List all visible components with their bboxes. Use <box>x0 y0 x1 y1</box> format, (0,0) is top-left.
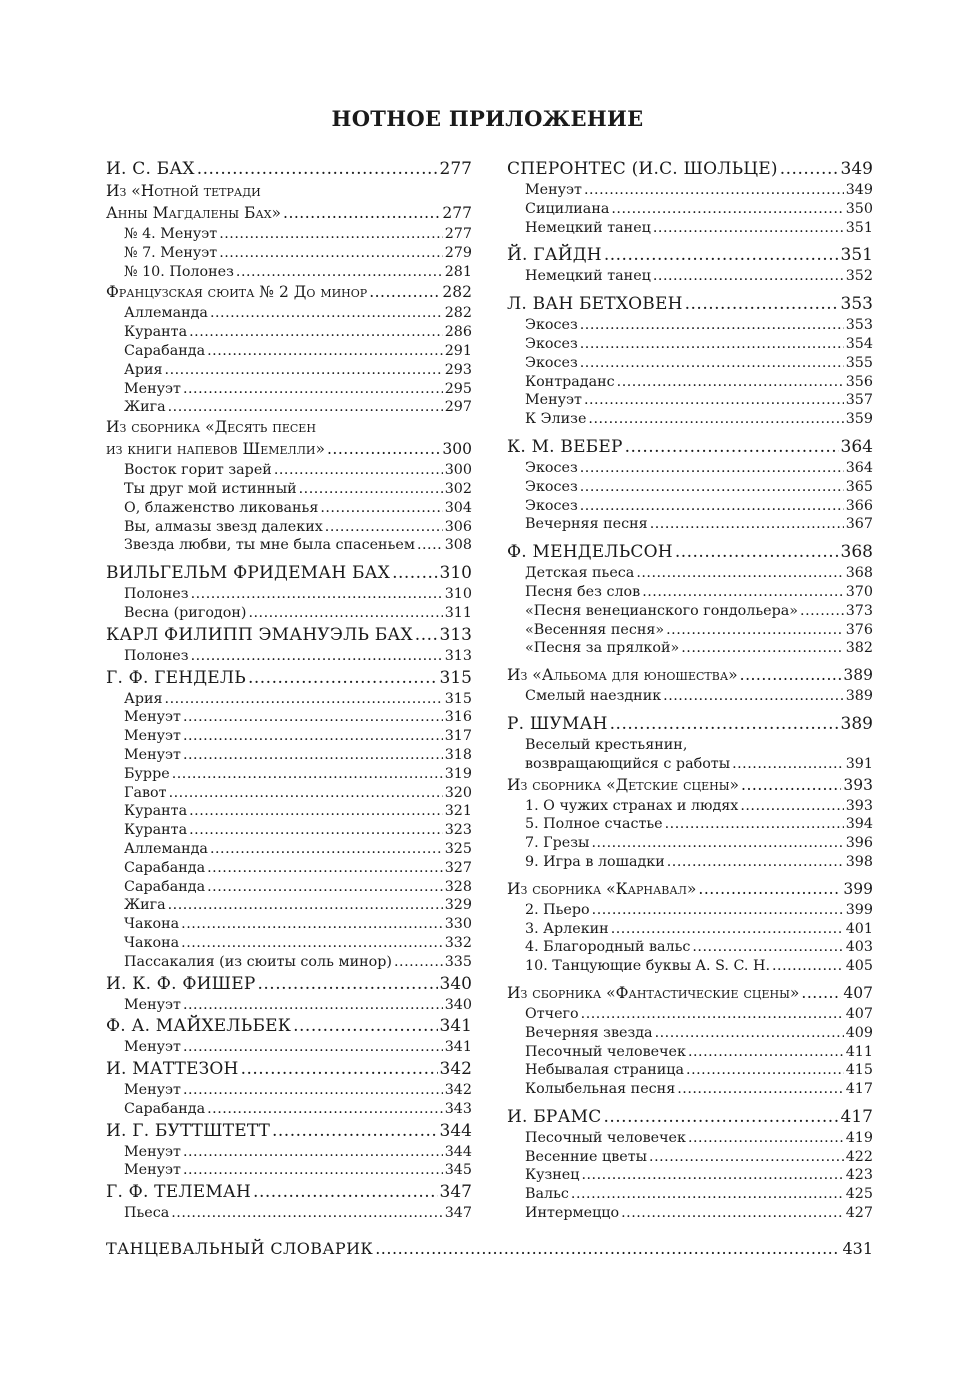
toc-item[interactable] <box>106 840 472 859</box>
toc-item[interactable] <box>106 304 472 323</box>
toc-heading-beethoven[interactable]: Л. ВАН БЕТХОВЕН ..... 353 <box>507 292 873 316</box>
toc-item-page: 343 <box>444 1100 472 1117</box>
toc-item-page: 382 <box>845 640 873 657</box>
toc-item[interactable] <box>106 342 472 361</box>
toc-item-page: 316 <box>444 709 472 726</box>
toc-item-title: Бурре <box>124 765 170 782</box>
toc-item[interactable] <box>106 821 472 840</box>
toc-item-title: Менуэт <box>124 1039 181 1056</box>
toc-item[interactable] <box>106 934 472 953</box>
toc-item-page: 344 <box>444 1143 472 1160</box>
toc-item-page: 367 <box>845 516 873 533</box>
toc-item-page: 357 <box>845 392 873 409</box>
toc-item-page: 342 <box>444 1082 472 1099</box>
toc-item-page: 398 <box>845 853 873 870</box>
toc-item-page: 308 <box>444 537 472 554</box>
toc-item-page: 349 <box>845 182 873 198</box>
toc-heading-weber[interactable]: К. М. ВЕБЕР ..... 364 <box>507 435 873 459</box>
toc-item[interactable] <box>507 181 873 200</box>
toc-item-title: Экосез <box>525 335 578 352</box>
toc-item-title: Восток горит зарей <box>124 462 272 479</box>
toc-list <box>106 585 472 623</box>
toc-item-page: 405 <box>845 958 873 975</box>
toc-item-title: Экосез <box>525 317 578 334</box>
toc-item[interactable] <box>106 915 472 934</box>
toc-item[interactable] <box>106 398 472 417</box>
toc-item-title: Немецкий танец <box>525 219 651 236</box>
toc-item-page: 327 <box>444 859 472 876</box>
toc-item-page: 329 <box>444 897 472 914</box>
toc-heading-haydn[interactable]: Й. ГАЙДН ..... 351 <box>507 243 873 267</box>
toc-list <box>106 461 472 555</box>
toc-item-title: Менуэт <box>124 380 181 397</box>
toc-item-title: 7. Грезы <box>525 835 590 852</box>
toc-item-page: 353 <box>845 317 873 334</box>
toc-list <box>106 1204 472 1223</box>
toc-item-page: 279 <box>444 244 472 261</box>
toc-item-page: 328 <box>444 878 472 895</box>
toc-subheading-carnaval[interactable]: Из сборника «Карнавал» ..... 399 <box>507 878 873 901</box>
toc-item-title: Полонез <box>124 586 189 603</box>
toc-item-title: Экосез <box>525 478 578 495</box>
toc-item[interactable] <box>507 1204 873 1223</box>
toc-list <box>106 1143 472 1181</box>
toc-item[interactable] <box>507 938 873 957</box>
toc-list <box>507 181 873 237</box>
toc-item[interactable] <box>507 1185 873 1204</box>
toc-item[interactable] <box>507 200 873 219</box>
toc-item[interactable] <box>507 1043 873 1062</box>
toc-item-title: Менуэт <box>124 1143 181 1160</box>
toc-item-page: 411 <box>845 1043 873 1060</box>
toc-subheading-songs[interactable]: из книги напевов Шемелли» ..... 300 <box>106 438 472 461</box>
toc-item-page: 313 <box>444 647 472 664</box>
toc-item[interactable] <box>507 920 873 939</box>
toc-item-title: Жига <box>124 399 166 416</box>
toc-item[interactable] <box>507 1061 873 1080</box>
toc-item[interactable] <box>507 1148 873 1167</box>
toc-item[interactable] <box>507 583 873 602</box>
toc-item-page: 345 <box>444 1162 472 1179</box>
toc-item-title: № 10. Полонез <box>124 263 234 280</box>
toc-item-title: 5. Полное счастье <box>525 816 663 833</box>
toc-item[interactable] <box>106 896 472 915</box>
toc-item-title: Сарабанда <box>124 342 206 359</box>
toc-item-title: Сицилиана <box>525 200 610 217</box>
toc-item-title: Экосез <box>525 459 578 476</box>
toc-item-page: 407 <box>845 1005 873 1022</box>
toc-item[interactable] <box>507 957 873 976</box>
toc-list <box>106 225 472 281</box>
toc-item-page: 399 <box>845 901 873 918</box>
toc-item-title: 1. О чужих странах и людях <box>525 797 739 814</box>
toc-item-title: Менуэт <box>124 709 181 726</box>
toc-item-title: Аллеманда <box>124 840 208 857</box>
toc-item-page: 373 <box>845 602 873 619</box>
toc-item-page: 341 <box>444 1039 472 1056</box>
toc-item-title: Небывалая страница <box>525 1062 685 1079</box>
toc-item[interactable] <box>106 1204 472 1223</box>
toc-item[interactable] <box>507 797 873 816</box>
toc-list <box>507 797 873 872</box>
toc-item-title: Менуэт <box>124 1162 181 1179</box>
toc-item-page: 295 <box>444 380 472 397</box>
toc-item[interactable] <box>106 604 472 623</box>
toc-item-page: 365 <box>845 478 873 495</box>
toc-item-title: Менуэт <box>124 746 181 763</box>
toc-item-page: 335 <box>444 953 472 970</box>
toc-heading-handel[interactable]: Г. Ф. ГЕНДЕЛЬ ..... 315 <box>106 666 472 690</box>
toc-item-page: 297 <box>444 399 472 416</box>
toc-item[interactable] <box>106 727 472 746</box>
toc-item-page: 422 <box>845 1148 873 1165</box>
toc-heading-dance-dictionary[interactable]: ТАНЦЕВАЛЬНЫЙ СЛОВАРИК ..... 431 <box>106 1237 873 1261</box>
toc-item-title: Гавот <box>124 784 167 801</box>
toc-list <box>507 687 873 706</box>
toc-item-page: 302 <box>444 480 472 497</box>
toc-item-page: 291 <box>444 342 472 359</box>
toc-item[interactable] <box>507 639 873 658</box>
toc-item-title: «Песня за прялкой» <box>525 640 680 657</box>
toc-item-page: 315 <box>444 690 472 707</box>
toc-heading-telemann[interactable]: Г. Ф. ТЕЛЕМАН ..... 347 <box>106 1180 472 1204</box>
toc-item-title: Пьеса <box>124 1205 170 1222</box>
toc-list <box>507 1005 873 1099</box>
toc-item-page: 396 <box>845 835 873 852</box>
toc-item[interactable] <box>106 323 472 342</box>
toc-item[interactable] <box>507 373 873 392</box>
toc-item-title: Пассакалия (из сюиты соль минор) <box>124 953 392 970</box>
toc-item-title: Аллеманда <box>124 305 208 322</box>
toc-item-title: Немецкий танец <box>525 268 651 285</box>
toc-item-title: Вы, алмазы звезд далеких <box>124 518 323 535</box>
toc-item-title: Менуэт <box>124 1082 181 1099</box>
toc-item[interactable] <box>507 1080 873 1099</box>
toc-heading-buttstett[interactable]: И. Г. БУТТШТЕТТ ..... 344 <box>106 1119 472 1143</box>
toc-item-title: № 4. Менуэт <box>124 226 218 242</box>
toc-item-title: Кузнец <box>525 1167 580 1184</box>
toc-list <box>106 1038 472 1057</box>
toc-item[interactable] <box>106 1100 472 1119</box>
toc-item[interactable] <box>106 784 472 803</box>
toc-item-title: Сарабанда <box>124 859 206 876</box>
toc-item[interactable] <box>106 802 472 821</box>
toc-item[interactable] <box>106 461 472 480</box>
toc-item-page: 350 <box>845 200 873 217</box>
toc-item-title: Ария <box>124 690 163 707</box>
toc-list <box>106 304 472 417</box>
left-column <box>106 157 472 1223</box>
toc-list <box>507 564 873 658</box>
toc-item-title: «Весенняя песня» <box>525 621 665 638</box>
toc-item-page: 330 <box>444 916 472 933</box>
toc-item-page: 286 <box>444 324 472 341</box>
toc-item-title: Куранта <box>124 822 188 839</box>
toc-item-title: Звезда любви, ты мне была спасеньем <box>124 537 415 554</box>
toc-item-title: Чакона <box>124 934 180 951</box>
toc-item-page: 423 <box>845 1167 873 1184</box>
toc-item-page: 320 <box>444 784 472 801</box>
toc-heading-brahms[interactable]: И. БРАМС ..... 417 <box>507 1105 873 1129</box>
toc-item-title: Ария <box>124 361 163 378</box>
toc-subheading-fantasy[interactable]: Из сборника «Фантастические сцены» ..... 407 <box>507 982 873 1005</box>
toc-list <box>507 1129 873 1223</box>
toc-item-page: 321 <box>444 803 472 820</box>
toc-item-title: Смелый наездник <box>525 688 662 705</box>
toc-item-page: 356 <box>845 373 873 390</box>
toc-item-page: 403 <box>845 939 873 956</box>
toc-heading-fischer[interactable]: И. К. Ф. ФИШЕР ..... 340 <box>106 972 472 996</box>
toc-item-page: 310 <box>444 586 472 603</box>
toc-item[interactable] <box>507 1129 873 1148</box>
toc-subheading-notebook[interactable]: Анны Магдалены Бах» ..... 277 <box>106 202 472 225</box>
toc-subheading-album[interactable]: Из «Альбома для юношества» ..... 389 <box>507 664 873 687</box>
toc-item[interactable] <box>106 518 472 537</box>
toc-item-page: 409 <box>845 1024 873 1041</box>
toc-item-page: 277 <box>444 226 472 242</box>
toc-item[interactable] <box>106 859 472 878</box>
toc-item[interactable] <box>106 263 472 282</box>
toc-item[interactable] <box>507 335 873 354</box>
toc-item-page: 300 <box>444 462 472 479</box>
toc-item-page: 325 <box>444 840 472 857</box>
toc-item[interactable] <box>507 853 873 872</box>
toc-item-title: Песочный человечек <box>525 1129 686 1146</box>
toc-item-page: 427 <box>845 1205 873 1222</box>
toc-list <box>507 459 873 534</box>
toc-item-title: Контраданс <box>525 373 615 390</box>
toc-item-page: 306 <box>444 518 472 535</box>
toc-heading-mendelssohn[interactable]: Ф. МЕНДЕЛЬСОН ..... 368 <box>507 540 873 564</box>
toc-item-title: № 7. Менуэт <box>124 244 218 261</box>
toc-item-title: Экосез <box>525 354 578 371</box>
toc-item-line: Веселый крестьянин, <box>525 736 688 753</box>
toc-item-title: Интермеццо <box>525 1205 620 1222</box>
toc-item[interactable] <box>106 499 472 518</box>
toc-list <box>106 647 472 666</box>
toc-item-title: Весна (ригодон) <box>124 604 247 621</box>
toc-item[interactable] <box>507 459 873 478</box>
toc-item[interactable] <box>106 1081 472 1100</box>
toc-item-title: «Песня венецианского гондольера» <box>525 602 799 619</box>
toc-item[interactable] <box>507 834 873 853</box>
toc-item-title: Жига <box>124 897 166 914</box>
toc-item[interactable] <box>106 1161 472 1180</box>
toc-item[interactable] <box>507 901 873 920</box>
toc-item[interactable] <box>106 690 472 709</box>
toc-item[interactable] <box>106 996 472 1015</box>
toc-item-page: 425 <box>845 1186 873 1203</box>
toc-item[interactable] <box>106 647 472 666</box>
toc-list <box>106 996 472 1015</box>
toc-item-page: 368 <box>845 565 873 582</box>
toc-item-title: Менуэт <box>124 728 181 745</box>
toc-item[interactable] <box>507 515 873 534</box>
toc-item[interactable] <box>507 1166 873 1185</box>
toc-list <box>507 267 873 286</box>
toc-item-page: 319 <box>444 765 472 782</box>
toc-item-title: Полонез <box>124 647 189 664</box>
toc-item-page: 304 <box>444 499 472 516</box>
toc-item-title: Вечерняя песня <box>525 516 648 533</box>
toc-item-page: 417 <box>845 1081 873 1098</box>
toc-item-page: 323 <box>444 822 472 839</box>
toc-item-title: Куранта <box>124 324 188 341</box>
toc-item-title: Песочный человечек <box>525 1043 686 1060</box>
toc-item[interactable] <box>106 765 472 784</box>
toc-item[interactable] <box>507 602 873 621</box>
toc-item[interactable] <box>507 219 873 238</box>
toc-item-page: 389 <box>845 688 873 705</box>
toc-item[interactable] <box>507 564 873 583</box>
toc-heading-maichelbeck[interactable]: Ф. А. МАЙХЕЛЬБЕК ..... 341 <box>106 1014 472 1038</box>
toc-item-page: 332 <box>444 934 472 951</box>
toc-item-page: 282 <box>444 305 472 322</box>
toc-item[interactable] <box>106 244 472 263</box>
toc-item[interactable] <box>106 746 472 765</box>
toc-item-page: 415 <box>845 1062 873 1079</box>
toc-item[interactable] <box>507 687 873 706</box>
toc-item[interactable] <box>507 478 873 497</box>
toc-list <box>507 316 873 429</box>
toc-item-title: Песня без слов <box>525 583 641 600</box>
toc-list <box>106 1081 472 1119</box>
toc-item-title: 9. Игра в лошадки <box>525 853 665 870</box>
toc-item[interactable] <box>507 497 873 516</box>
toc-item-page: 355 <box>845 354 873 371</box>
toc-subheading-kinderszenen[interactable]: Из сборника «Детские сцены» ..... 393 <box>507 774 873 797</box>
right-column <box>507 157 873 1223</box>
toc-item-title: Менуэт <box>525 392 582 409</box>
toc-item[interactable] <box>507 1024 873 1043</box>
toc-item-page: 311 <box>444 604 472 621</box>
toc-item-page: 370 <box>845 583 873 600</box>
toc-item-page: 366 <box>845 497 873 514</box>
toc-item-page: 281 <box>444 263 472 280</box>
toc-heading-mattheson[interactable]: И. МАТТЕЗОН ..... 342 <box>106 1057 472 1081</box>
toc-item-title: К Элизе <box>525 411 587 428</box>
toc-item[interactable] <box>106 536 472 555</box>
toc-item-page: 401 <box>845 920 873 937</box>
toc-item-page: 359 <box>845 411 873 428</box>
toc-item-page: 364 <box>845 459 873 476</box>
toc-item-page: 340 <box>444 996 472 1013</box>
toc-item[interactable] <box>507 815 873 834</box>
toc-item-title: Вальс <box>525 1186 569 1203</box>
toc-item-page: 351 <box>845 219 873 236</box>
toc-heading-schumann[interactable]: Р. ШУМАН ..... 389 <box>507 712 873 736</box>
toc-item[interactable] <box>106 953 472 972</box>
toc-item[interactable] <box>106 380 472 399</box>
toc-item-page: 317 <box>444 728 472 745</box>
toc-item-title: Ты друг мой истинный <box>124 480 297 497</box>
toc-item-title: 2. Пьеро <box>525 901 590 918</box>
toc-item-title: Отчего <box>525 1005 579 1022</box>
toc-item[interactable] <box>106 878 472 897</box>
toc-item-page: 419 <box>845 1129 873 1146</box>
toc-item[interactable] <box>106 225 472 244</box>
toc-item-title: Детская пьеса <box>525 565 635 582</box>
toc-item-title: Менуэт <box>525 182 582 198</box>
toc-heading-cpe-bach[interactable]: КАРЛ ФИЛИПП ЭМАНУЭЛЬ БАХ ..... 313 <box>106 623 472 647</box>
toc-item[interactable] <box>106 708 472 727</box>
toc-item[interactable] <box>507 621 873 640</box>
toc-item-title: О, блаженство ликованья <box>124 499 319 516</box>
toc-heading-wf-bach[interactable]: ВИЛЬГЕЛЬМ ФРИДЕМАН БАХ ..... 310 <box>106 561 472 585</box>
toc-item-title: Вечерняя звезда <box>525 1024 653 1041</box>
toc-item-page: 393 <box>845 797 873 814</box>
toc-item[interactable] <box>106 361 472 380</box>
toc-list <box>106 690 472 972</box>
toc-heading-bach[interactable]: И. С. БАХ ..... 277 <box>106 157 472 181</box>
toc-item-page: 394 <box>845 816 873 833</box>
toc-item-title: 3. Арлекин <box>525 920 609 937</box>
toc-subheading-line: Из сборника «Десять песен <box>106 418 316 437</box>
toc-item[interactable] <box>507 316 873 335</box>
toc-item[interactable] <box>106 1143 472 1162</box>
toc-item-page: 376 <box>845 621 873 638</box>
toc-item[interactable] <box>106 480 472 499</box>
toc-item-page: 352 <box>845 268 873 285</box>
toc-item-title: Куранта <box>124 803 188 820</box>
toc-item-page: 293 <box>444 361 472 378</box>
toc-item[interactable] <box>507 267 873 286</box>
toc-item-page: 354 <box>845 335 873 352</box>
toc-item-title: Сарабанда <box>124 1100 206 1117</box>
toc-item-page: 318 <box>444 746 472 763</box>
toc-item[interactable] <box>507 354 873 373</box>
toc-item[interactable] <box>507 391 873 410</box>
toc-item-page: 347 <box>444 1205 472 1222</box>
toc-item-title: Колыбельная песня <box>525 1081 676 1098</box>
toc-item[interactable] <box>106 1038 472 1057</box>
toc-item-title: Сарабанда <box>124 878 206 895</box>
toc-item[interactable] <box>507 410 873 429</box>
toc-item[interactable]: возвращающийся с работы ..... 391 <box>507 755 873 774</box>
toc-heading-sperontes[interactable]: СПЕРОНТЕС (И.С. ШОЛЬЦЕ) ..... 349 <box>507 157 873 181</box>
toc-item-title: 4. Благородный вальс <box>525 939 691 956</box>
toc-subheading-french-suite[interactable]: Французская сюита № 2 До минор ..... 282 <box>106 281 472 304</box>
toc-item-title: 10. Танцующие буквы A. S. C. H. <box>525 958 770 975</box>
toc-item-title: Экосез <box>525 497 578 514</box>
toc-item[interactable] <box>106 585 472 604</box>
toc-subheading-line: Из «Нотной тетради <box>106 182 261 200</box>
toc-item[interactable] <box>507 1005 873 1024</box>
toc-item-title: Весенние цветы <box>525 1148 648 1165</box>
toc-item-title: Чакона <box>124 916 180 933</box>
toc-list <box>507 901 873 976</box>
page-title: НОТНОЕ ПРИЛОЖЕНИЕ <box>331 106 644 131</box>
toc-item-title: Менуэт <box>124 996 181 1013</box>
